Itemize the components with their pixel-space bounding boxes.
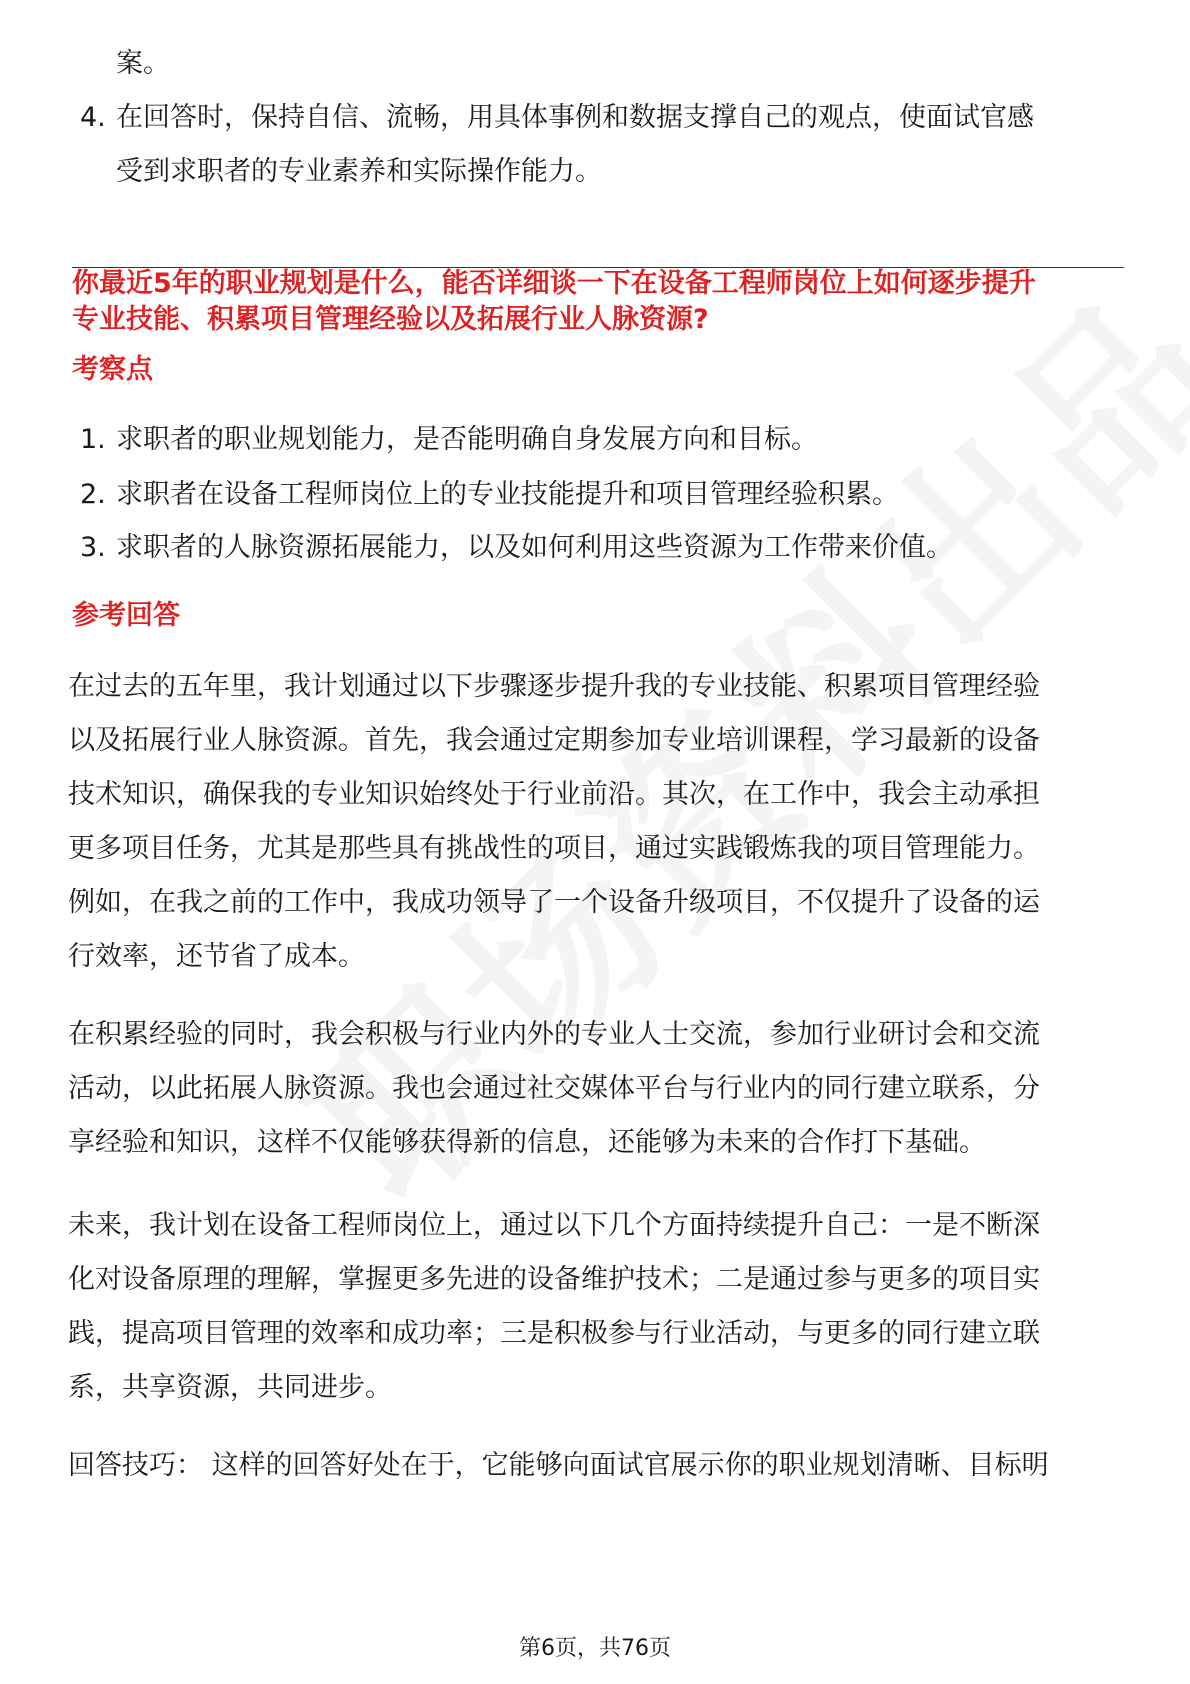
list-item-text: 在回答时，保持自信、流畅，用具体事例和数据支撑自己的观点，使面试官感 [116, 102, 1034, 133]
answer-paragraph-line: 活动，以此拓展人脉资源。我也会通过社交媒体平台与行业内的同行建立联系，分 [68, 1073, 1040, 1104]
list-item-number: 1. [80, 424, 106, 455]
answer-paragraph-line: 以及拓展行业人脉资源。首先，我会通过定期参加专业培训课程，学习最新的设备 [68, 725, 1040, 756]
answer-paragraph-line: 享经验和知识，这样不仅能够获得新的信息，还能够为未来的合作打下基础。 [68, 1127, 986, 1158]
answer-paragraph-line: 未来，我计划在设备工程师岗位上，通过以下几个方面持续提升自己：一是不断深 [68, 1210, 1040, 1241]
list-item-number: 4. [80, 102, 106, 133]
list-item-text-cont: 受到求职者的专业素养和实际操作能力。 [116, 156, 602, 187]
answer-paragraph-line: 系，共享资源，共同进步。 [68, 1372, 392, 1403]
list-item-number: 2. [80, 479, 106, 510]
inspection-heading: 考察点 [72, 354, 153, 385]
prev-item-continuation: 案。 [116, 48, 170, 79]
list-item-text: 求职者在设备工程师岗位上的专业技能提升和项目管理经验积累。 [116, 479, 899, 510]
page-footer: 第6页，共76页 [519, 1636, 671, 1661]
answer-heading: 参考回答 [72, 600, 180, 631]
question-title-line1: 你最近5年的职业规划是什么，能否详细谈一下在设备工程师岗位上如何逐步提升 [72, 268, 1036, 299]
answer-paragraph-line: 例如，在我之前的工作中，我成功领导了一个设备升级项目，不仅提升了设备的运 [68, 887, 1040, 918]
answer-paragraph-line: 化对设备原理的理解，掌握更多先进的设备维护技术；二是通过参与更多的项目实 [68, 1264, 1040, 1295]
list-item-text: 求职者的人脉资源拓展能力，以及如何利用这些资源为工作带来价值。 [116, 532, 953, 563]
answer-paragraph-line: 更多项目任务，尤其是那些具有挑战性的项目，通过实践锻炼我的项目管理能力。 [68, 833, 1040, 864]
answer-paragraph-line: 在积累经验的同时，我会积极与行业内外的专业人士交流，参加行业研讨会和交流 [68, 1019, 1040, 1050]
answer-paragraph-line: 在过去的五年里，我计划通过以下步骤逐步提升我的专业技能、积累项目管理经验 [68, 671, 1040, 702]
answer-paragraph-line: 践，提高项目管理的效率和成功率；三是积极参与行业活动，与更多的同行建立联 [68, 1318, 1040, 1349]
answer-paragraph-line: 行效率，还节省了成本。 [68, 941, 365, 972]
list-item-text: 求职者的职业规划能力，是否能明确自身发展方向和目标。 [116, 424, 818, 455]
answer-tips-line: 回答技巧： 这样的回答好处在于，它能够向面试官展示你的职业规划清晰、目标明 [68, 1450, 1049, 1481]
answer-paragraph-line: 技术知识，确保我的专业知识始终处于行业前沿。其次，在工作中，我会主动承担 [68, 779, 1040, 810]
question-title-line2: 专业技能、积累项目管理经验以及拓展行业人脉资源? [72, 304, 709, 335]
list-item-number: 3. [80, 532, 106, 563]
